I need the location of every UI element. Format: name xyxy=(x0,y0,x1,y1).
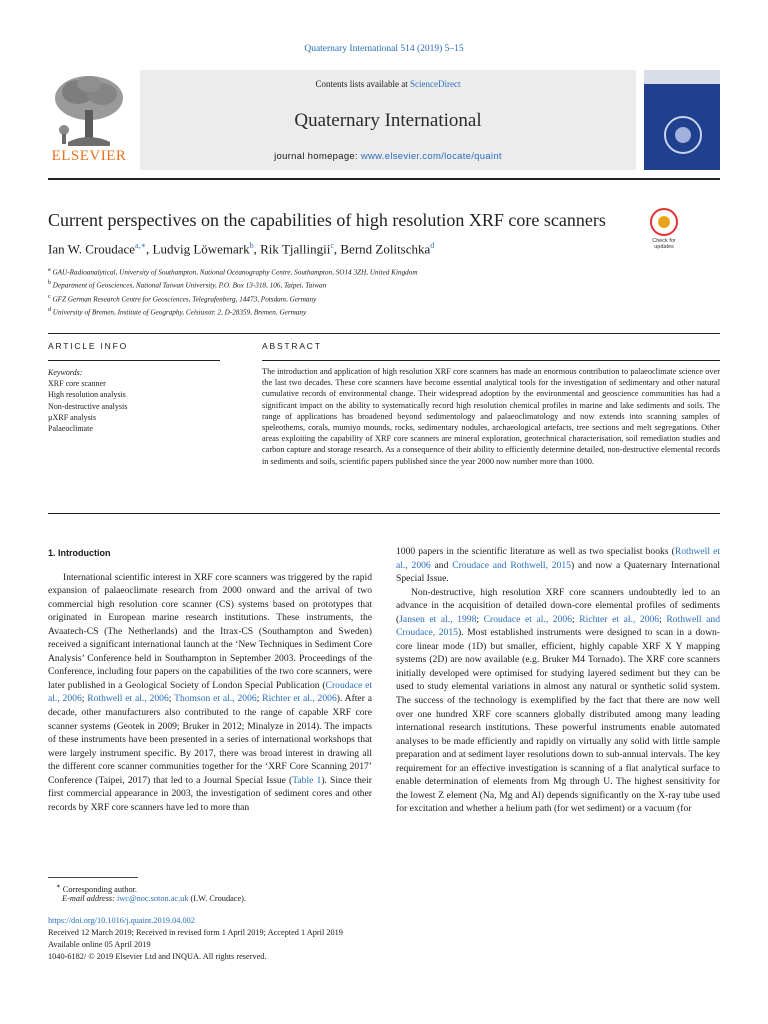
affiliation-item: $^b$ Department of Geosciences, National Taiwan University, P.O. Box 13-318, 106, Taipei, Taiwan xyxy=(48,280,327,290)
info-top-divider xyxy=(48,333,720,334)
keywords-label: Keywords: xyxy=(48,368,83,377)
journal-header xyxy=(48,70,720,182)
sciencedirect-link[interactable]: ScienceDirect xyxy=(410,79,461,89)
article-title: Current perspectives on the capabilities of high resolution XRF core scanners xyxy=(48,210,606,230)
abstract-heading: ABSTRACT xyxy=(262,341,322,351)
citation-link[interactable]: Richter et al., 2006 xyxy=(579,613,660,625)
author-name[interactable]: Ludvig Löwemark xyxy=(152,241,250,257)
available-online: Available online 05 April 2019 xyxy=(48,940,151,949)
body-text: ). After a decade, other manufacturers also contributed to the range of capable XRF core scanner systems (Geotek in 2009; Bruker in 2012; Minalyze in 2014). The impacts of these instruments have been presented in a series of international workshops that were largely instrument specific. By 2017, there was broad interest in drawing all the different core scanner communities together for the ‘XRF Core Scanning 2017’ Conference (Taipei, 2017) that led to a Journal Special Issue ( xyxy=(48,693,372,786)
body-text: ; xyxy=(572,613,580,625)
body-text: ). Since their first commercial appearance in 2003, the investigation of sediment cores and other records by XRF core scanners have led to more than xyxy=(48,774,372,813)
abstract-bottom-divider xyxy=(48,513,720,514)
article-info-heading: ARTICLE INFO xyxy=(48,341,129,351)
citation-link[interactable]: Rothwell et al., 2006 xyxy=(87,693,169,705)
corresponding-author-note: ∗ Corresponding author. xyxy=(56,883,137,894)
check-for-updates-button[interactable] xyxy=(645,208,683,252)
author-affiliation-mark[interactable]: c xyxy=(330,241,334,250)
author-affiliation-mark[interactable]: d xyxy=(430,241,435,250)
author-name[interactable]: Bernd Zolitschka xyxy=(340,241,431,257)
elsevier-tree-icon xyxy=(48,70,130,150)
abstract-divider xyxy=(262,360,720,361)
doi-link[interactable]: https://doi.org/10.1016/j.quaint.2019.04.002 xyxy=(48,916,195,925)
citation-link[interactable]: Rothwell and Croudace, 2015 xyxy=(396,613,720,639)
body-text: ; xyxy=(476,613,484,625)
author-list: Ian W. Croudace$^{a,∗}$, Ludvig Löwemark$^b$, Rik Tjallingii$^c$, Bernd Zolitschka$^d$ xyxy=(48,241,435,257)
journal-reference[interactable]: Quaternary International 514 (2019) 5–15 xyxy=(304,44,464,54)
right-column xyxy=(396,545,720,816)
citation-link[interactable]: Croudace et al., 2006 xyxy=(48,679,372,705)
citation-link[interactable]: Richter et al., 2006 xyxy=(262,693,337,705)
citation-link[interactable]: Rothwell et al., 2006 xyxy=(396,546,721,571)
body-text: ; xyxy=(659,613,667,625)
copyright-line: 1040-6182/ © 2019 Elsevier Ltd and INQUA. All rights reserved. xyxy=(48,952,267,961)
affiliation-item: $^d$ University of Bremen, Institute of Geography, Celsiusstr. 2, D-28359, Bremen, Germany xyxy=(48,307,307,317)
body-text: ; xyxy=(168,693,175,705)
keywords-block xyxy=(48,367,127,434)
author-affiliation-mark[interactable]: b xyxy=(249,241,254,250)
author-name[interactable]: Rik Tjallingii xyxy=(260,241,331,257)
body-text: International scientific interest in XRF core scanners was triggered by the rapid expansion of palaeoclimate research from 2000 onward and the arrival of two commercial high resolution core scanner (CS) systems based on prototypes that originated in European marine research institutions. These instruments, the Avaatech-CS (The Netherlands) and the Itrax-CS (Southampton and Sweden) received a significant international launch at the ‘New Techniques in Sediment Core Analysis’ Conference held in Southampton in September 2003. Proceedings of the Conference, including four papers on the capabilities of the two core scanners, were later published in a Geological Society of London Special Publication ( xyxy=(48,571,372,691)
keyword-item: High resolution analysis xyxy=(48,390,126,400)
publisher-name: ELSEVIER xyxy=(51,148,127,164)
footnote-divider xyxy=(48,877,138,878)
body-text: 1000 papers in the scientific literature as well as two specialist books ( xyxy=(396,546,675,557)
section-heading: 1. Introduction xyxy=(48,548,111,558)
cover-band xyxy=(644,70,720,84)
keyword-item: µXRF analysis xyxy=(48,412,96,422)
body-text: ; xyxy=(256,693,263,705)
citation-link[interactable]: Croudace and Rothwell, 2015 xyxy=(452,559,571,571)
journal-cover-image[interactable] xyxy=(644,70,720,170)
journal-title: Quaternary International xyxy=(294,110,482,131)
body-paragraph xyxy=(396,586,720,816)
keyword-item: XRF core scanner xyxy=(48,379,106,389)
body-paragraph xyxy=(396,545,720,586)
citation-link[interactable]: Jansen et al., 1998 xyxy=(399,613,477,625)
author-name[interactable]: Ian W. Croudace xyxy=(48,241,136,257)
email-link[interactable]: iwc@noc.soton.ac.uk xyxy=(117,894,189,903)
email-note: E-mail address: iwc@noc.soton.ac.uk (I.W. Croudace). xyxy=(62,894,246,903)
body-text: ) and now a Quaternary International Special Issue. xyxy=(396,559,720,585)
homepage-line xyxy=(140,151,636,162)
elsevier-logo[interactable] xyxy=(48,70,130,170)
citation-link[interactable]: Table 1 xyxy=(292,774,322,786)
body-text: Non-destructive, high resolution XRF core scanners undoubtedly led to an advance in the acquisition of detailed down-core elemental profiles of sediments ( xyxy=(396,586,720,625)
author-affiliation-mark[interactable]: a,∗ xyxy=(135,241,147,250)
check-updates-icon xyxy=(650,208,678,236)
abstract-text: The introduction and application of high resolution XRF core scanners has made an enormous contribution to palaeoclimate science over the last two decades. These core scanners have become essential analytical tools for the investigation of sedimentary and other natural cumulative records of environmental change. Their widespread adoption by the environmental and geoscience communities has had a significant impact on the ability to systematically record high resolution chemical profiles in marine and lake sediments and soils. The range of applications has broadened beyond sedimentology and palaeoclimatology and now extends into scanning samples of speleothems, corals, mumiyo mounds, rocks, sedimentary nodules, archaeological artefacts, tree sections and melt segregations. Other areas exploiting the capability of XRF core scanners are mineral exploration, geotechnical characterisation, soil remediation studies and carbon capture and storage research. As a consequence of their ability to efficiently determine detailed, non-destructive elemental records in sediments and soils, scientific papers published since the year 2000 now number more than 1000. xyxy=(262,367,720,466)
contents-line xyxy=(140,79,636,89)
keyword-item: Non-destructive analysis xyxy=(48,401,128,411)
homepage-link[interactable]: www.elsevier.com/locate/quaint xyxy=(360,151,502,162)
contents-prefix: Contents lists available at xyxy=(315,79,410,89)
body-paragraph xyxy=(48,571,372,815)
homepage-prefix: journal homepage: xyxy=(274,151,361,162)
affiliation-item: $^a$ GAU-Radioanalytical, University of Southampton, National Oceanography Centre, Southampton, SO14 3ZH, United Kingdom xyxy=(48,267,418,277)
journal-title-box xyxy=(140,70,636,170)
body-text: ; xyxy=(81,693,88,705)
affiliation-list xyxy=(48,265,418,319)
left-column xyxy=(48,545,372,814)
article-info-divider xyxy=(48,360,220,361)
keyword-item: Palaeoclimate xyxy=(48,424,93,434)
citation-link[interactable]: Thomson et al., 2006 xyxy=(174,693,257,705)
body-text: ). Most established instruments were designed to scan in a down-core linear mode (1D) but smaller, efficient, highly capable XRF X Y mapping systems (2D) are now available (e.g. Bruker M4 Tornado). The XRF core scanners initially developed were optimised for studying layered sediment but they can be used to study elemental variations in almost any natural or synthetic solid system. The success of the technology is exemplified by the fact that there are now well over one hundred XRF core scanners globally distributed among many leading international research institutions. These powerful instruments enable automated analyses to be made efficiently and rapidly on virtually any solid with little sample preparation and at sediment layer resolutions down to sub-annual intervals. The key requirement for an effective investigation is scanning of a flat analytical surface to enable determination of elements from Mg through U. The highest sensitivity for the lowest Z element (Na, Mg and Al) depends significantly on the X-ray tube used for excitation and whether a helium path (for wet sediment) or a vacuum (for xyxy=(396,627,720,815)
affiliation-item: $^c$ GFZ German Research Centre for Geosciences, Telegrafenberg, 14473, Potsdam, Germany xyxy=(48,293,317,304)
citation-link[interactable]: Croudace et al., 2006 xyxy=(483,613,572,625)
body-text: and xyxy=(430,559,453,571)
check-updates-label: Check for updates xyxy=(652,238,676,250)
header-divider xyxy=(48,178,720,180)
received-dates: Received 12 March 2019; Received in revised form 1 April 2019; Accepted 1 April 2019 xyxy=(48,928,343,937)
cover-seal-icon xyxy=(664,116,702,154)
